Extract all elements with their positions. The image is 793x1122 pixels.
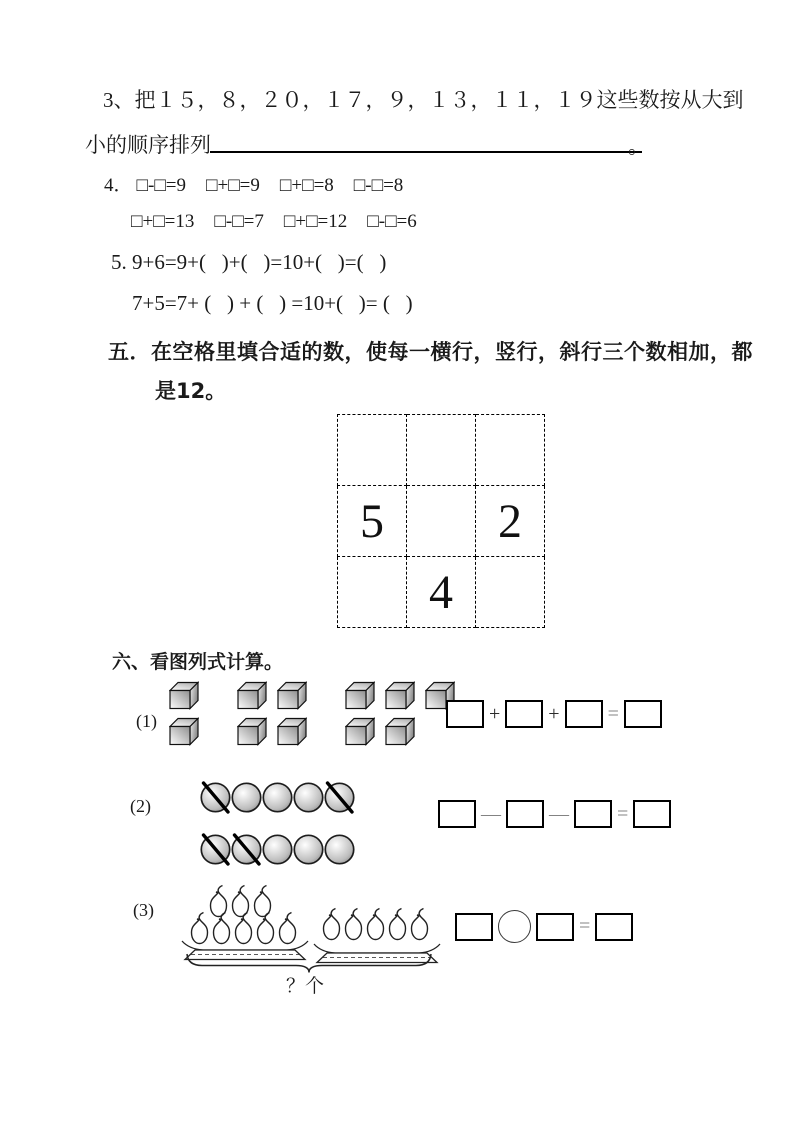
q5-text-line1[interactable]: 5. 9+6=9+( )+( )=10+( )=( ) bbox=[111, 250, 387, 274]
cube-group bbox=[169, 681, 199, 746]
answer-box[interactable] bbox=[536, 913, 574, 941]
q3-answer-blank[interactable] bbox=[210, 151, 642, 153]
crossed-ball-icon bbox=[323, 781, 356, 814]
cube-group bbox=[237, 681, 307, 746]
section5-title-line2: 是12。 bbox=[155, 379, 227, 403]
pear-icon bbox=[407, 907, 432, 941]
ball-icon bbox=[323, 833, 356, 866]
cube-icon bbox=[385, 717, 415, 746]
q4-equation[interactable]: □-□=6 bbox=[367, 211, 417, 232]
item3-equation bbox=[455, 910, 633, 943]
q4-equation[interactable]: □+□=13 bbox=[131, 211, 195, 232]
pears-right bbox=[319, 907, 429, 941]
crossed-ball-icon bbox=[199, 781, 232, 814]
cube-icon bbox=[169, 681, 199, 710]
cube-icon bbox=[277, 717, 307, 746]
magic-grid-cell[interactable] bbox=[338, 557, 407, 628]
crossed-ball-icon bbox=[199, 833, 232, 866]
answer-box[interactable] bbox=[624, 700, 662, 728]
q4-equation[interactable]: □-□=8 bbox=[353, 175, 404, 196]
section5-title-line1: 五．在空格里填合适的数，使每一横行，竖行，斜行三个数相加，都 bbox=[108, 340, 753, 364]
q4-equation[interactable]: □-□=9 bbox=[136, 175, 187, 196]
magic-grid-cell[interactable] bbox=[476, 415, 545, 486]
item3-label: (3) bbox=[133, 900, 154, 920]
q4-row2 bbox=[131, 211, 437, 233]
operator-equals: = bbox=[579, 915, 591, 937]
item2-equation bbox=[438, 800, 671, 828]
magic-grid-cell[interactable] bbox=[338, 415, 407, 486]
cube-icon bbox=[237, 717, 267, 746]
magic-square-grid bbox=[337, 414, 545, 628]
crossed-ball-icon bbox=[230, 833, 263, 866]
cube-group bbox=[345, 681, 455, 746]
q5-text-line2[interactable]: 7+5=7+ ( ) + ( ) =10+( )= ( ) bbox=[132, 291, 413, 315]
operator-equals: = bbox=[617, 802, 629, 825]
operator-minus: — bbox=[549, 802, 569, 825]
q3-period: 。 bbox=[628, 134, 649, 158]
cube-icon bbox=[385, 681, 415, 710]
item1-equation bbox=[446, 700, 662, 728]
cube-icon bbox=[277, 681, 307, 710]
answer-box[interactable] bbox=[633, 800, 671, 828]
q3-text-line2: 小的顺序排列 bbox=[85, 133, 211, 157]
ball-icon bbox=[292, 781, 325, 814]
q3-text-line1: 3、把１５，８，２０，１７，９，１３，１１，１９这些数按从大到 bbox=[103, 88, 744, 112]
section6-title: 六、看图列式计算。 bbox=[112, 651, 284, 673]
answer-box[interactable] bbox=[438, 800, 476, 828]
magic-grid-cell: 5 bbox=[338, 486, 407, 557]
magic-grid-cell: 4 bbox=[407, 557, 476, 628]
ball-icon bbox=[261, 833, 294, 866]
answer-box[interactable] bbox=[565, 700, 603, 728]
answer-box[interactable] bbox=[595, 913, 633, 941]
ball-icon bbox=[292, 833, 325, 866]
q4-equation[interactable]: □-□=7 bbox=[214, 211, 264, 232]
cube-icon bbox=[345, 681, 375, 710]
brace-question-label: ？个 bbox=[286, 976, 325, 997]
item2-label: (2) bbox=[130, 796, 151, 816]
q4-row1 bbox=[104, 170, 423, 197]
item1-label: (1) bbox=[136, 711, 157, 731]
operator-plus: + bbox=[548, 702, 560, 725]
answer-box[interactable] bbox=[455, 913, 493, 941]
q4-equation[interactable]: □+□=8 bbox=[279, 175, 334, 196]
answer-box[interactable] bbox=[506, 800, 544, 828]
cube-icon bbox=[169, 717, 199, 746]
operator-equals: = bbox=[607, 702, 619, 725]
ball-icon bbox=[230, 781, 263, 814]
magic-grid-cell: 2 bbox=[476, 486, 545, 557]
magic-grid-cell[interactable] bbox=[407, 415, 476, 486]
ball-rows bbox=[199, 781, 354, 866]
cube-groups bbox=[169, 681, 455, 746]
cube-icon bbox=[345, 717, 375, 746]
magic-grid-cell[interactable] bbox=[476, 557, 545, 628]
q4-equation[interactable]: □+□=12 bbox=[283, 211, 348, 232]
cube-icon bbox=[237, 681, 267, 710]
answer-box[interactable] bbox=[505, 700, 543, 728]
operator-circle[interactable] bbox=[498, 910, 531, 943]
ball-icon bbox=[261, 781, 294, 814]
answer-box[interactable] bbox=[574, 800, 612, 828]
q4-number-label: 4． bbox=[104, 175, 133, 196]
q4-equation[interactable]: □+□=9 bbox=[206, 175, 260, 196]
answer-box[interactable] bbox=[446, 700, 484, 728]
operator-minus: — bbox=[481, 802, 501, 825]
operator-plus: + bbox=[489, 702, 501, 725]
magic-grid-cell[interactable] bbox=[407, 486, 476, 557]
